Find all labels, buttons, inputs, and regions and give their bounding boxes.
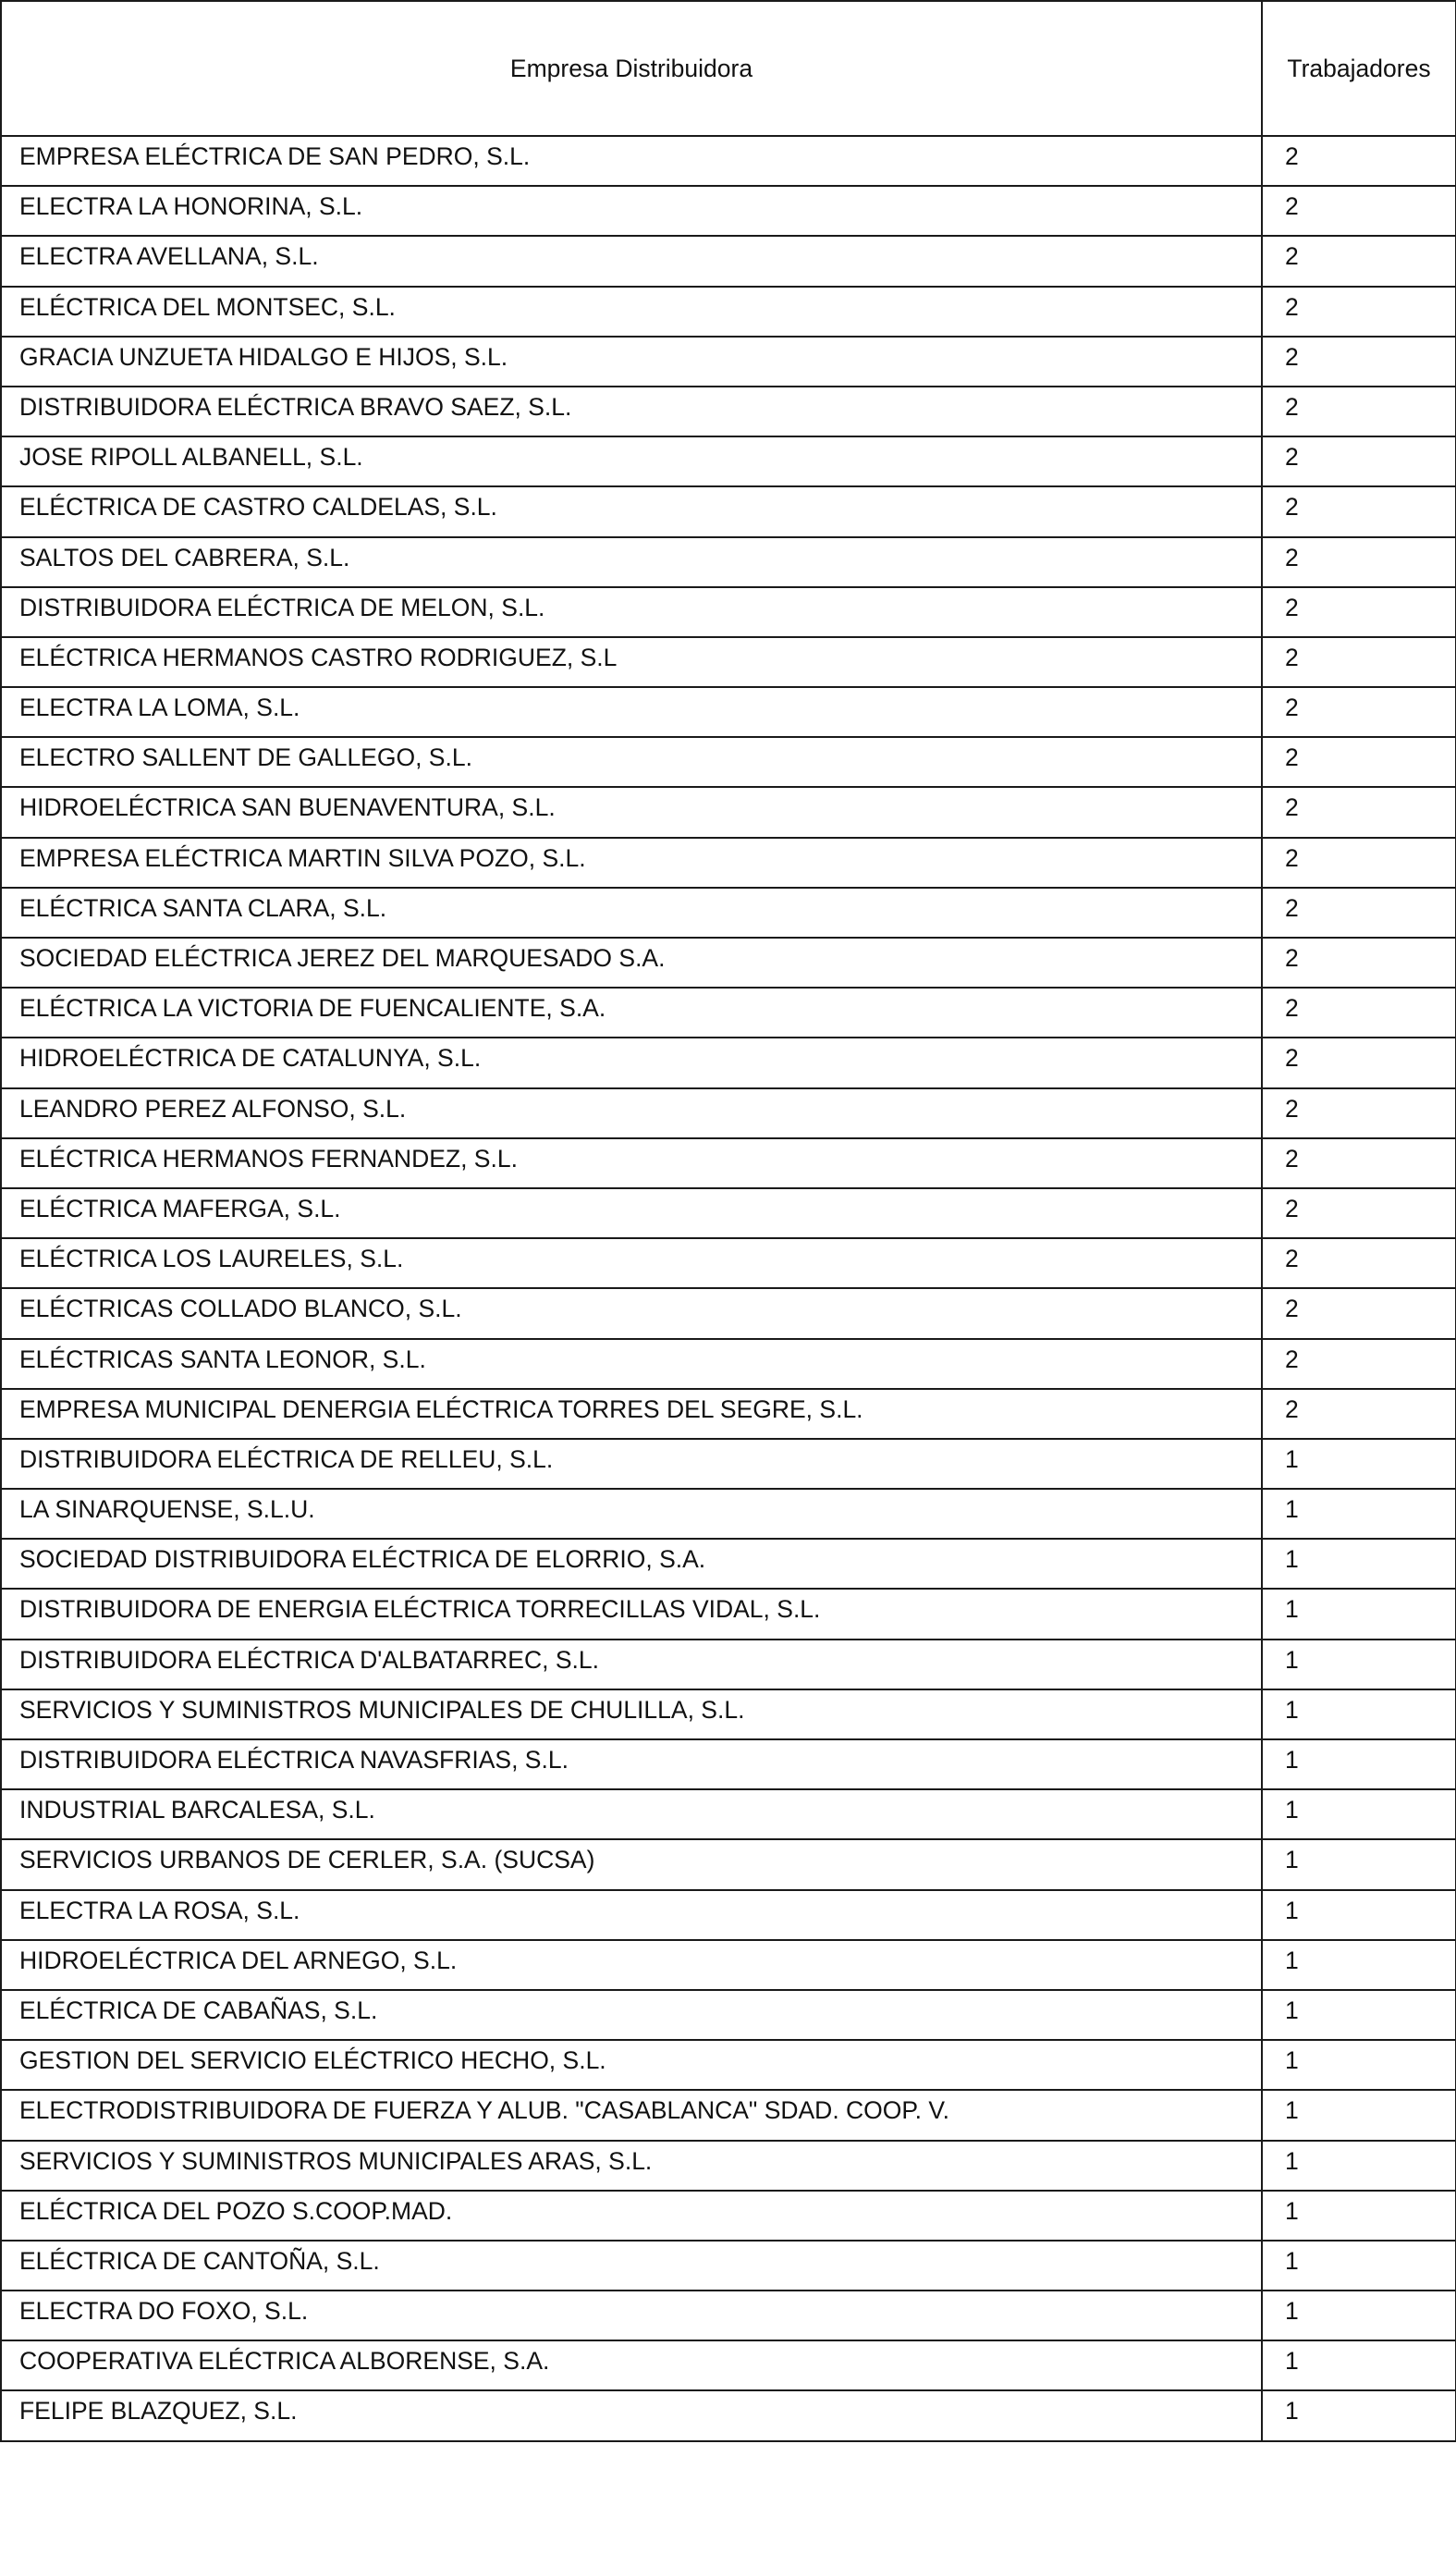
workers-count-cell: 1 xyxy=(1262,1940,1456,1990)
workers-count-cell: 1 xyxy=(1262,2390,1456,2440)
table-row xyxy=(1,687,1456,737)
table-row xyxy=(1,1940,1456,1990)
workers-count-cell: 1 xyxy=(1262,2040,1456,2090)
table-row xyxy=(1,587,1456,637)
table-row xyxy=(1,988,1456,1038)
workers-count-cell: 1 xyxy=(1262,2141,1456,2191)
workers-count-cell: 1 xyxy=(1262,1990,1456,2040)
company-name-cell: DISTRIBUIDORA ELÉCTRICA DE RELLEU, S.L. xyxy=(1,1439,1262,1489)
table-row xyxy=(1,1238,1456,1288)
table-header xyxy=(1,1,1456,136)
table-row xyxy=(1,436,1456,486)
table-row xyxy=(1,888,1456,938)
company-name-cell: SERVICIOS Y SUMINISTROS MUNICIPALES DE CHULILLA, S.L. xyxy=(1,1689,1262,1739)
workers-count-cell: 1 xyxy=(1262,1839,1456,1889)
table-row xyxy=(1,2390,1456,2440)
workers-count-cell: 1 xyxy=(1262,1439,1456,1489)
company-name-cell: DISTRIBUIDORA ELÉCTRICA DE MELON, S.L. xyxy=(1,587,1262,637)
table-row xyxy=(1,1389,1456,1439)
table-row xyxy=(1,2340,1456,2390)
workers-count-cell: 2 xyxy=(1262,486,1456,536)
company-name-cell: DISTRIBUIDORA ELÉCTRICA NAVASFRIAS, S.L. xyxy=(1,1739,1262,1789)
workers-count-cell: 2 xyxy=(1262,186,1456,236)
table-row xyxy=(1,787,1456,837)
workers-count-cell: 1 xyxy=(1262,1539,1456,1589)
company-name-cell: SERVICIOS URBANOS DE CERLER, S.A. (SUCSA) xyxy=(1,1839,1262,1889)
company-name-cell: GRACIA UNZUETA HIDALGO E HIJOS, S.L. xyxy=(1,337,1262,387)
company-name-cell: ELÉCTRICA LOS LAURELES, S.L. xyxy=(1,1238,1262,1288)
workers-count-cell: 1 xyxy=(1262,2241,1456,2291)
table-row xyxy=(1,1990,1456,2040)
table-row xyxy=(1,2141,1456,2191)
company-name-cell: INDUSTRIAL BARCALESA, S.L. xyxy=(1,1789,1262,1839)
company-name-cell: ELECTRODISTRIBUIDORA DE FUERZA Y ALUB. "CASABLANCA" SDAD. COOP. V. xyxy=(1,2090,1262,2140)
company-name-cell: FELIPE BLAZQUEZ, S.L. xyxy=(1,2390,1262,2440)
company-name-cell: HIDROELÉCTRICA DEL ARNEGO, S.L. xyxy=(1,1940,1262,1990)
table-row xyxy=(1,2291,1456,2340)
workers-count-cell: 2 xyxy=(1262,537,1456,587)
workers-count-cell: 2 xyxy=(1262,1188,1456,1238)
workers-count-cell: 2 xyxy=(1262,337,1456,387)
table-row xyxy=(1,186,1456,236)
workers-count-cell: 1 xyxy=(1262,1589,1456,1639)
table-row xyxy=(1,737,1456,787)
company-name-cell: HIDROELÉCTRICA SAN BUENAVENTURA, S.L. xyxy=(1,787,1262,837)
table-row xyxy=(1,1339,1456,1389)
company-name-cell: ELÉCTRICA DE CASTRO CALDELAS, S.L. xyxy=(1,486,1262,536)
table-row xyxy=(1,1188,1456,1238)
company-name-cell: ELECTRA LA HONORINA, S.L. xyxy=(1,186,1262,236)
workers-count-cell: 2 xyxy=(1262,236,1456,286)
workers-count-cell: 2 xyxy=(1262,1288,1456,1338)
company-name-cell: ELÉCTRICA DE CANTOÑA, S.L. xyxy=(1,2241,1262,2291)
table-row xyxy=(1,1589,1456,1639)
table-row xyxy=(1,1739,1456,1789)
table-row xyxy=(1,2191,1456,2241)
table-row xyxy=(1,1539,1456,1589)
table-row xyxy=(1,938,1456,988)
company-name-cell: ELÉCTRICA DEL MONTSEC, S.L. xyxy=(1,287,1262,337)
workers-count-cell: 2 xyxy=(1262,1389,1456,1439)
workers-count-cell: 1 xyxy=(1262,1689,1456,1739)
table-row xyxy=(1,1288,1456,1338)
table-row xyxy=(1,838,1456,888)
company-name-cell: ELECTRO SALLENT DE GALLEGO, S.L. xyxy=(1,737,1262,787)
company-name-cell: ELÉCTRICA HERMANOS FERNANDEZ, S.L. xyxy=(1,1138,1262,1188)
table-row xyxy=(1,287,1456,337)
company-name-cell: EMPRESA ELÉCTRICA DE SAN PEDRO, S.L. xyxy=(1,136,1262,186)
workers-count-cell: 2 xyxy=(1262,1339,1456,1389)
company-name-cell: ELÉCTRICAS SANTA LEONOR, S.L. xyxy=(1,1339,1262,1389)
table-row xyxy=(1,486,1456,536)
workers-count-cell: 1 xyxy=(1262,1789,1456,1839)
company-name-cell: ELÉCTRICAS COLLADO BLANCO, S.L. xyxy=(1,1288,1262,1338)
workers-count-cell: 2 xyxy=(1262,687,1456,737)
table-row xyxy=(1,2090,1456,2140)
company-name-cell: DISTRIBUIDORA ELÉCTRICA BRAVO SAEZ, S.L. xyxy=(1,387,1262,436)
workers-count-cell: 1 xyxy=(1262,1739,1456,1789)
table-row xyxy=(1,537,1456,587)
column-header-company: Empresa Distribuidora xyxy=(1,1,1262,136)
company-name-cell: ELÉCTRICA LA VICTORIA DE FUENCALIENTE, S.A. xyxy=(1,988,1262,1038)
workers-count-cell: 2 xyxy=(1262,787,1456,837)
workers-count-cell: 1 xyxy=(1262,2291,1456,2340)
table-row xyxy=(1,1689,1456,1739)
workers-count-cell: 1 xyxy=(1262,2340,1456,2390)
table-row xyxy=(1,136,1456,186)
workers-count-cell: 2 xyxy=(1262,1238,1456,1288)
company-name-cell: SERVICIOS Y SUMINISTROS MUNICIPALES ARAS, S.L. xyxy=(1,2141,1262,2191)
company-name-cell: DISTRIBUIDORA DE ENERGIA ELÉCTRICA TORRECILLAS VIDAL, S.L. xyxy=(1,1589,1262,1639)
workers-count-cell: 1 xyxy=(1262,1489,1456,1539)
workers-count-cell: 2 xyxy=(1262,587,1456,637)
table-row xyxy=(1,1038,1456,1087)
table-row xyxy=(1,1088,1456,1138)
workers-count-cell: 2 xyxy=(1262,938,1456,988)
company-name-cell: HIDROELÉCTRICA DE CATALUNYA, S.L. xyxy=(1,1038,1262,1087)
company-name-cell: ELÉCTRICA DE CABAÑAS, S.L. xyxy=(1,1990,1262,2040)
company-name-cell: DISTRIBUIDORA ELÉCTRICA D'ALBATARREC, S.L. xyxy=(1,1640,1262,1689)
header-row xyxy=(1,1,1456,136)
company-name-cell: ELECTRA LA LOMA, S.L. xyxy=(1,687,1262,737)
workers-count-cell: 1 xyxy=(1262,2090,1456,2140)
company-name-cell: SOCIEDAD ELÉCTRICA JEREZ DEL MARQUESADO S.A. xyxy=(1,938,1262,988)
workers-count-cell: 2 xyxy=(1262,838,1456,888)
table-row xyxy=(1,236,1456,286)
table-row xyxy=(1,1439,1456,1489)
workers-count-cell: 2 xyxy=(1262,1038,1456,1087)
workers-count-cell: 2 xyxy=(1262,1088,1456,1138)
table-row xyxy=(1,387,1456,436)
company-name-cell: ELÉCTRICA SANTA CLARA, S.L. xyxy=(1,888,1262,938)
column-header-workers: Trabajadores xyxy=(1262,1,1456,136)
workers-count-cell: 1 xyxy=(1262,1890,1456,1940)
workers-count-cell: 2 xyxy=(1262,136,1456,186)
company-name-cell: ELECTRA DO FOXO, S.L. xyxy=(1,2291,1262,2340)
workers-count-cell: 2 xyxy=(1262,888,1456,938)
company-name-cell: SALTOS DEL CABRERA, S.L. xyxy=(1,537,1262,587)
company-name-cell: EMPRESA ELÉCTRICA MARTIN SILVA POZO, S.L. xyxy=(1,838,1262,888)
table-row xyxy=(1,2040,1456,2090)
workers-count-cell: 2 xyxy=(1262,287,1456,337)
company-name-cell: SOCIEDAD DISTRIBUIDORA ELÉCTRICA DE ELORRIO, S.A. xyxy=(1,1539,1262,1589)
workers-count-cell: 2 xyxy=(1262,737,1456,787)
workers-count-cell: 2 xyxy=(1262,1138,1456,1188)
table-row xyxy=(1,637,1456,687)
table-row xyxy=(1,1640,1456,1689)
table-row xyxy=(1,1789,1456,1839)
company-name-cell: GESTION DEL SERVICIO ELÉCTRICO HECHO, S.L. xyxy=(1,2040,1262,2090)
company-name-cell: LEANDRO PEREZ ALFONSO, S.L. xyxy=(1,1088,1262,1138)
company-name-cell: COOPERATIVA ELÉCTRICA ALBORENSE, S.A. xyxy=(1,2340,1262,2390)
company-name-cell: ELECTRA AVELLANA, S.L. xyxy=(1,236,1262,286)
company-name-cell: ELÉCTRICA MAFERGA, S.L. xyxy=(1,1188,1262,1238)
table-body xyxy=(1,136,1456,2441)
company-name-cell: ELÉCTRICA DEL POZO S.COOP.MAD. xyxy=(1,2191,1262,2241)
company-name-cell: ELÉCTRICA HERMANOS CASTRO RODRIGUEZ, S.L xyxy=(1,637,1262,687)
workers-count-cell: 2 xyxy=(1262,988,1456,1038)
company-name-cell: ELECTRA LA ROSA, S.L. xyxy=(1,1890,1262,1940)
company-name-cell: JOSE RIPOLL ALBANELL, S.L. xyxy=(1,436,1262,486)
company-name-cell: EMPRESA MUNICIPAL DENERGIA ELÉCTRICA TORRES DEL SEGRE, S.L. xyxy=(1,1389,1262,1439)
table-row xyxy=(1,337,1456,387)
table-row xyxy=(1,1890,1456,1940)
workers-count-cell: 2 xyxy=(1262,387,1456,436)
table-row xyxy=(1,1839,1456,1889)
workers-count-cell: 1 xyxy=(1262,2191,1456,2241)
workers-count-cell: 1 xyxy=(1262,1640,1456,1689)
company-name-cell: LA SINARQUENSE, S.L.U. xyxy=(1,1489,1262,1539)
table-row xyxy=(1,2241,1456,2291)
workers-count-cell: 2 xyxy=(1262,436,1456,486)
table-row xyxy=(1,1489,1456,1539)
workers-count-cell: 2 xyxy=(1262,637,1456,687)
table-row xyxy=(1,1138,1456,1188)
